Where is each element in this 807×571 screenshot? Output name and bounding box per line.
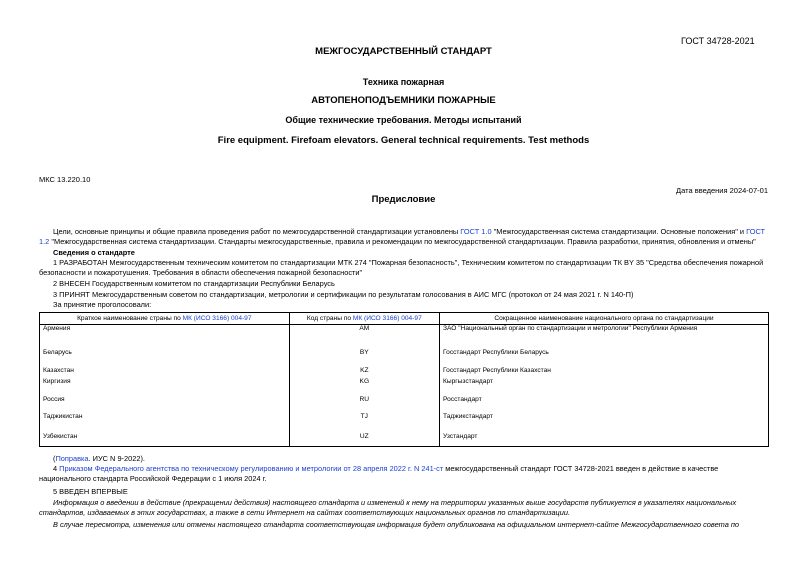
column-header-org: Сокращенное наименование национального органа по стандартизации — [440, 313, 769, 325]
mks-code: МКС 13.220.10 — [39, 175, 91, 184]
foreword-text: "Межгосударственная система стандартизации. Стандарты межгосударственные, правила и рекомендации по межгосударственной стандартизации. Правила разработки, принятия, обновления и отмены" — [49, 237, 756, 247]
table-row — [40, 349, 769, 367]
order-link[interactable]: Приказом Федерального агентства по техническому регулированию и метрологии от 28 апреля 2022 г. N 241-ст — [59, 464, 444, 473]
item-order: 4 Приказом Федерального агентства по техническому регулированию и метрологии от 28 апреля 2022 г. N 241-ст межгосударственный стандарт ГОСТ 34728-2021 введен в действие в качестве национального стандарта Российской Федерации с 1 июля 2024 г. — [39, 464, 719, 484]
revision-paragraph: В случае пересмотра, изменения или отмены настоящего стандарта соответствующая информация будет опубликована на официальном интернет-сайте Межгосударственного совета по — [53, 520, 740, 529]
amendment-link[interactable]: Поправка — [55, 454, 89, 463]
gost-1-0-link[interactable]: ГОСТ 1.0 — [460, 227, 492, 236]
cell-code: RU — [289, 396, 439, 413]
table-row — [40, 325, 769, 349]
cell-org: Госстандарт Республики Беларусь — [440, 349, 769, 367]
item-submitted: 2 ВНЕСЕН Государственным комитетом по стандартизации Республики Беларусь — [53, 279, 335, 288]
foreword-paragraph — [39, 227, 769, 248]
cell-org: Узстандарт — [440, 433, 769, 447]
cell-code: KZ — [289, 367, 439, 378]
cell-org: Росстандарт — [440, 396, 769, 413]
cell-country: Беларусь — [40, 349, 290, 367]
cell-country: Армения — [40, 325, 290, 349]
foreword-text: "Межгосударственная система стандартизации. Основные положения" и — [491, 227, 747, 236]
info-paragraph: Информация о введении в действие (прекращении действия) настоящего стандарта и изменений к нему на территории указанных выше государств публикуется в указателях национальных стандартов, издаваемых в этих государствах, а также в сети Интернет на сайтах соответствующих национальных органов по стандартизации. — [39, 498, 737, 518]
table-row — [40, 396, 769, 413]
column-header-country: Краткое наименование страны по МК (ИСО 3166) 004-97 — [40, 313, 290, 325]
cell-country: Киргизия — [40, 378, 290, 396]
cell-org: Кыргызстандарт — [440, 378, 769, 396]
item-first-introduced: 5 ВВЕДЕН ВПЕРВЫЕ — [53, 487, 128, 496]
countries-table — [39, 312, 769, 447]
cell-country: Узбекистан — [40, 433, 290, 447]
table-header-row — [40, 313, 769, 325]
cell-country: Казахстан — [40, 367, 290, 378]
cell-country: Таджикистан — [40, 413, 290, 433]
cell-org: ЗАО "Национальный орган по стандартизации и метрологии" Республики Армения — [440, 325, 769, 349]
cell-code: KG — [289, 378, 439, 396]
order-text: межгосударственный стандарт ГОСТ 34728-2021 введен в действие в качестве национального стандарта Российской Федерации с 1 июля 2024 г. — [39, 464, 719, 484]
cell-code: BY — [289, 349, 439, 367]
foreword-heading: Предисловие — [371, 194, 436, 205]
about-heading: Сведения о стандарте — [53, 248, 135, 257]
table-row — [40, 367, 769, 378]
table-row — [40, 413, 769, 433]
standard-type: МЕЖГОСУДАРСТВЕННЫЙ СТАНДАРТ — [315, 46, 492, 57]
cell-org: Госстандарт Республики Казахстан — [440, 367, 769, 378]
table-row — [40, 378, 769, 396]
amendment-line: (Поправка. ИУС N 9-2022). — [53, 454, 145, 463]
category: Техника пожарная — [362, 77, 445, 87]
voted-label: За принятие проголосовали: — [53, 300, 152, 309]
column-header-code: Код страны по МК (ИСО 3166) 004-97 — [289, 313, 439, 325]
document-subtitle: Общие технические требования. Методы испытаний — [285, 115, 522, 125]
cell-country: Россия — [40, 396, 290, 413]
item-adopted: 3 ПРИНЯТ Межгосударственным советом по стандартизации, метрологии и сертификации по результатам голосования в АИС МГС (протокол от 24 мая 2021 г. N 140-П) — [53, 290, 634, 299]
cell-code: TJ — [289, 413, 439, 433]
cell-code: UZ — [289, 433, 439, 447]
mk-iso-link[interactable]: МК (ИСО 3166) 004-97 — [182, 315, 252, 322]
document-title-en: Fire equipment. Firefoam elevators. General technical requirements. Test methods — [217, 135, 590, 146]
intro-date: Дата введения 2024-07-01 — [676, 186, 768, 195]
doc-number: ГОСТ 34728-2021 — [681, 36, 755, 46]
cell-org: Таджикстандарт — [440, 413, 769, 433]
gost-1-2-link[interactable]: ГОСТ 1.2 — [39, 227, 766, 247]
cell-code: AM — [289, 325, 439, 349]
mk-iso-link[interactable]: МК (ИСО 3166) 004-97 — [352, 315, 422, 322]
document-title: АВТОПЕНОПОДЪЕМНИКИ ПОЖАРНЫЕ — [311, 95, 496, 106]
foreword-text: Цели, основные принципы и общие правила проведения работ по межгосударственной стандартизации установлены — [53, 227, 461, 236]
amendment-text: . ИУС N 9-2022). — [88, 454, 145, 463]
table-row — [40, 433, 769, 447]
item-developed: 1 РАЗРАБОТАН Межгосударственным техническим комитетом по стандартизации МТК 274 "Пожарная безопасность", Техническим комитетом по стандартизации ТК BY 35 "Средства обеспечения пожарной безопасности и пожаротушения. Требования в области обеспечения пожарной безопасности" — [39, 258, 764, 278]
